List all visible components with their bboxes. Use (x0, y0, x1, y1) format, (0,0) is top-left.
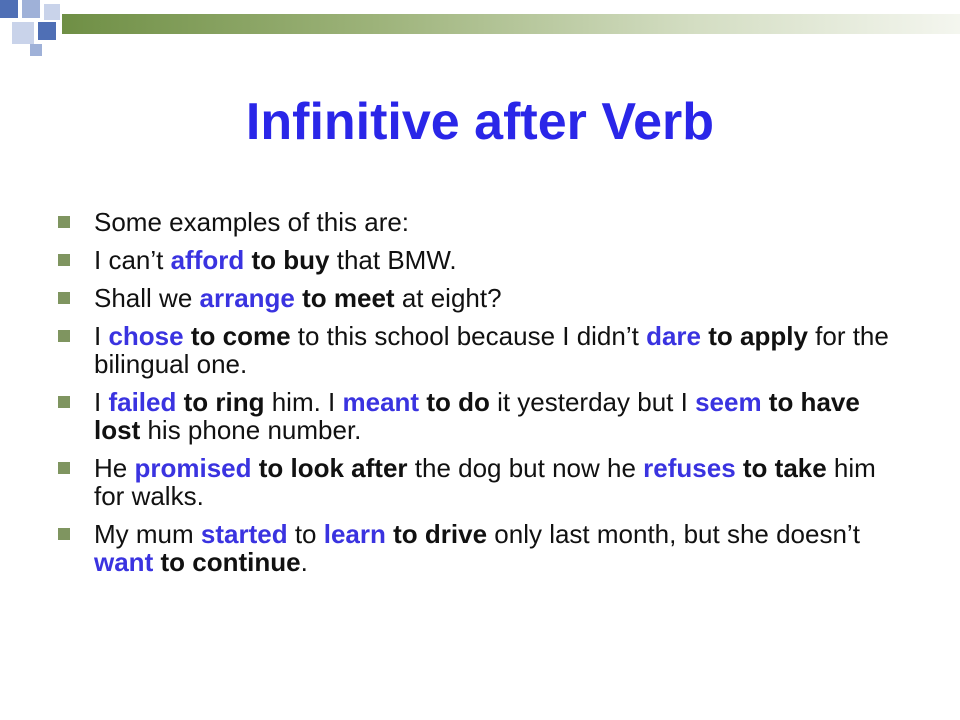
bullet-text: the dog but now he (407, 453, 644, 483)
bullet-text: My mum (94, 519, 201, 549)
verb-highlight: promised (134, 453, 252, 483)
verb-highlight: learn (323, 519, 386, 549)
deco-square (44, 4, 60, 20)
bullet-text: Some examples of this are: (94, 207, 410, 237)
square-bullet-icon (58, 462, 70, 474)
bullet-text (176, 387, 183, 417)
square-bullet-icon (58, 330, 70, 342)
bullet-text (244, 245, 251, 275)
bullet-text: only last month, but she doesn’t (487, 519, 860, 549)
verb-highlight: afford (170, 245, 245, 275)
infinitive-bold: to look after (258, 453, 408, 483)
verb-highlight: seem (695, 387, 762, 417)
square-bullet-icon (58, 396, 70, 408)
infinitive-bold: to drive (393, 519, 488, 549)
bullet-text: him for walks. (94, 453, 876, 511)
infinitive-bold: to meet (302, 283, 395, 313)
deco-square (38, 22, 56, 40)
bullet-text: . (300, 547, 308, 577)
bullet-text: I (94, 321, 109, 351)
bullet-item (58, 454, 898, 510)
bullet-text: his phone number. (140, 415, 362, 445)
verb-highlight: started (200, 519, 288, 549)
square-bullet-icon (58, 528, 70, 540)
verb-highlight: dare (646, 321, 701, 351)
square-bullet-icon (58, 216, 70, 228)
bullet-text: I (94, 387, 109, 417)
verb-highlight: refuses (643, 453, 736, 483)
infinitive-bold: to do (426, 387, 490, 417)
deco-square (22, 0, 40, 18)
bullet-text: for the bilingual one. (94, 321, 889, 379)
deco-square (30, 44, 42, 56)
bullet-item (58, 520, 898, 576)
bullet-item (58, 388, 898, 444)
verb-highlight: meant (342, 387, 420, 417)
bullet-text (762, 387, 769, 417)
deco-square (0, 0, 18, 18)
infinitive-bold: to take (742, 453, 827, 483)
bullet-text: to this school because I didn’t (290, 321, 647, 351)
bullet-item (58, 208, 898, 236)
verb-highlight: want (94, 547, 154, 577)
bullet-text: He (94, 453, 135, 483)
bullet-item (58, 322, 898, 378)
slide-title: Infinitive after Verb (245, 93, 715, 151)
bullet-text: that BMW. (329, 245, 457, 275)
verb-highlight: arrange (199, 283, 295, 313)
infinitive-bold: to come (190, 321, 291, 351)
bullet-text: it yesterday but I (489, 387, 696, 417)
bullet-list (58, 208, 898, 586)
square-bullet-icon (58, 254, 70, 266)
verb-highlight: chose (108, 321, 184, 351)
bullet-text (736, 453, 743, 483)
infinitive-bold: to continue (160, 547, 301, 577)
square-bullet-icon (58, 292, 70, 304)
infinitive-bold: to ring (183, 387, 265, 417)
bullet-item (58, 246, 898, 274)
deco-square (12, 22, 34, 44)
top-gradient-bar (62, 14, 960, 34)
bullet-text: to (287, 519, 324, 549)
infinitive-bold: to have lost (94, 387, 860, 445)
infinitive-bold: to apply (708, 321, 808, 351)
bullet-text (184, 321, 191, 351)
bullet-text: I can’t (94, 245, 171, 275)
bullet-text: Shall we (94, 283, 200, 313)
bullet-text: at eight? (394, 283, 502, 313)
bullet-text: him. I (264, 387, 343, 417)
verb-highlight: failed (108, 387, 177, 417)
infinitive-bold: to buy (251, 245, 330, 275)
bullet-text (252, 453, 259, 483)
bullet-item (58, 284, 898, 312)
